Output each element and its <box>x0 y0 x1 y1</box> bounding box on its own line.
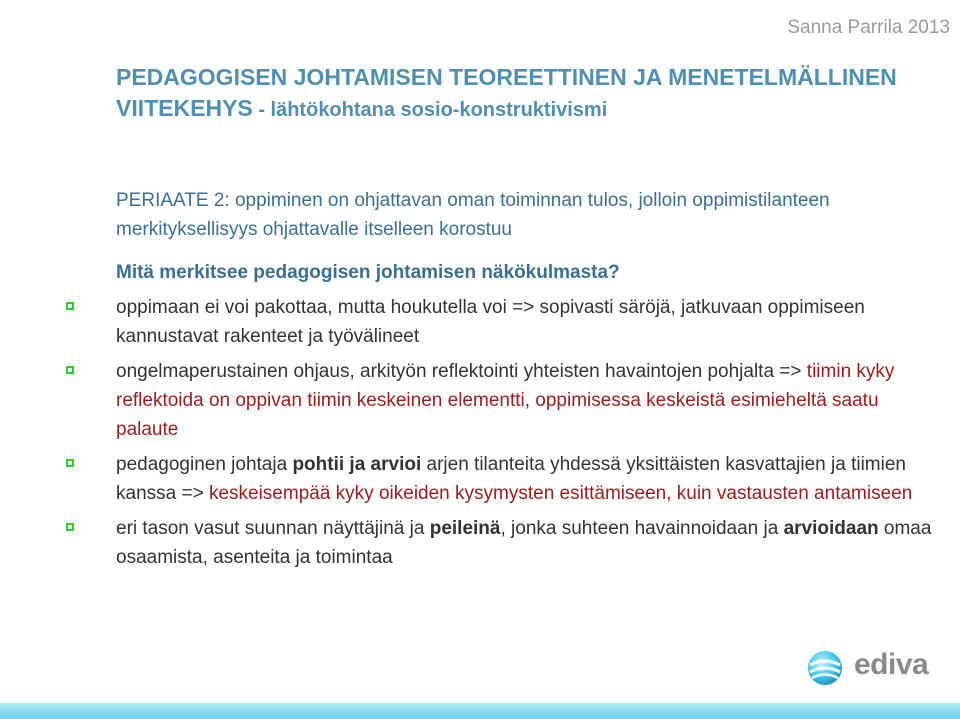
bullet-item <box>66 293 936 351</box>
ediva-globe-icon <box>806 649 844 687</box>
bullet-bold-text: arvioidaan <box>783 518 879 539</box>
bullet-text: ongelmaperustainen ohjaus, arkityön reflektointi yhteisten havaintojen pohjalta => <box>116 361 807 382</box>
title-line-2 <box>116 93 916 126</box>
title-line-1: PEDAGOGISEN JOHTAMISEN TEOREETTINEN JA MENETELMÄLLINEN <box>116 64 897 90</box>
footer-bar <box>0 703 960 719</box>
bullet-emphasis-text: keskeisempää kyky oikeiden kysymysten esittämiseen, kuin vastausten antamiseen <box>208 483 913 504</box>
square-bullet-icon <box>66 302 74 310</box>
question-heading: Mitä merkitsee pedagogisen johtamisen näkökulmasta? <box>116 262 620 283</box>
title-line-2-main: VIITEKEHYS <box>116 95 253 121</box>
author-credit: Sanna Parrila 2013 <box>787 17 950 38</box>
bullet-item <box>66 514 936 572</box>
bullet-emphasis-text: tiimin kyky reflektoida on oppivan tiimin keskeinen elementti, oppimisessa keskeistä esimieheltä saatu palaute <box>116 361 895 440</box>
bullet-bold-text: pohtii ja arvioi <box>292 454 422 475</box>
bullet-item <box>66 450 936 508</box>
ediva-logo <box>806 648 931 688</box>
square-bullet-icon <box>66 523 74 531</box>
logo-wordmark: ediva <box>854 648 929 681</box>
bullet-text: , jonka suhteen havainnoidaan ja <box>500 518 784 539</box>
bullet-text: oppimaan ei voi pakottaa, mutta houkutella voi => sopivasti säröjä, jatkuvaan oppimiseen kannustavat rakenteet ja työvälineet <box>116 297 865 347</box>
bullet-list <box>66 293 936 578</box>
square-bullet-icon <box>66 366 74 374</box>
slide-title <box>116 62 916 126</box>
bullet-text: pedagoginen johtaja <box>116 454 293 475</box>
bullet-bold-text: peileinä <box>429 518 501 539</box>
title-subtitle: - lähtökohtana sosio-konstruktivismi <box>252 99 608 121</box>
bullet-text: eri tason vasut suunnan näyttäjinä ja <box>116 518 430 539</box>
bullet-item <box>66 357 936 444</box>
bullet-text: omaa osaamista, asenteita ja toimintaa <box>116 518 932 568</box>
bullet-text: arjen tilanteita yhdessä yksittäisten kasvattajien ja tiimien kanssa => <box>116 454 906 504</box>
square-bullet-icon <box>66 459 74 467</box>
principle-text: PERIAATE 2: oppiminen on ohjattavan oman toiminnan tulos, jolloin oppimistilanteen merkityksellisyys ohjattavalle itselleen korostuu <box>116 190 830 240</box>
